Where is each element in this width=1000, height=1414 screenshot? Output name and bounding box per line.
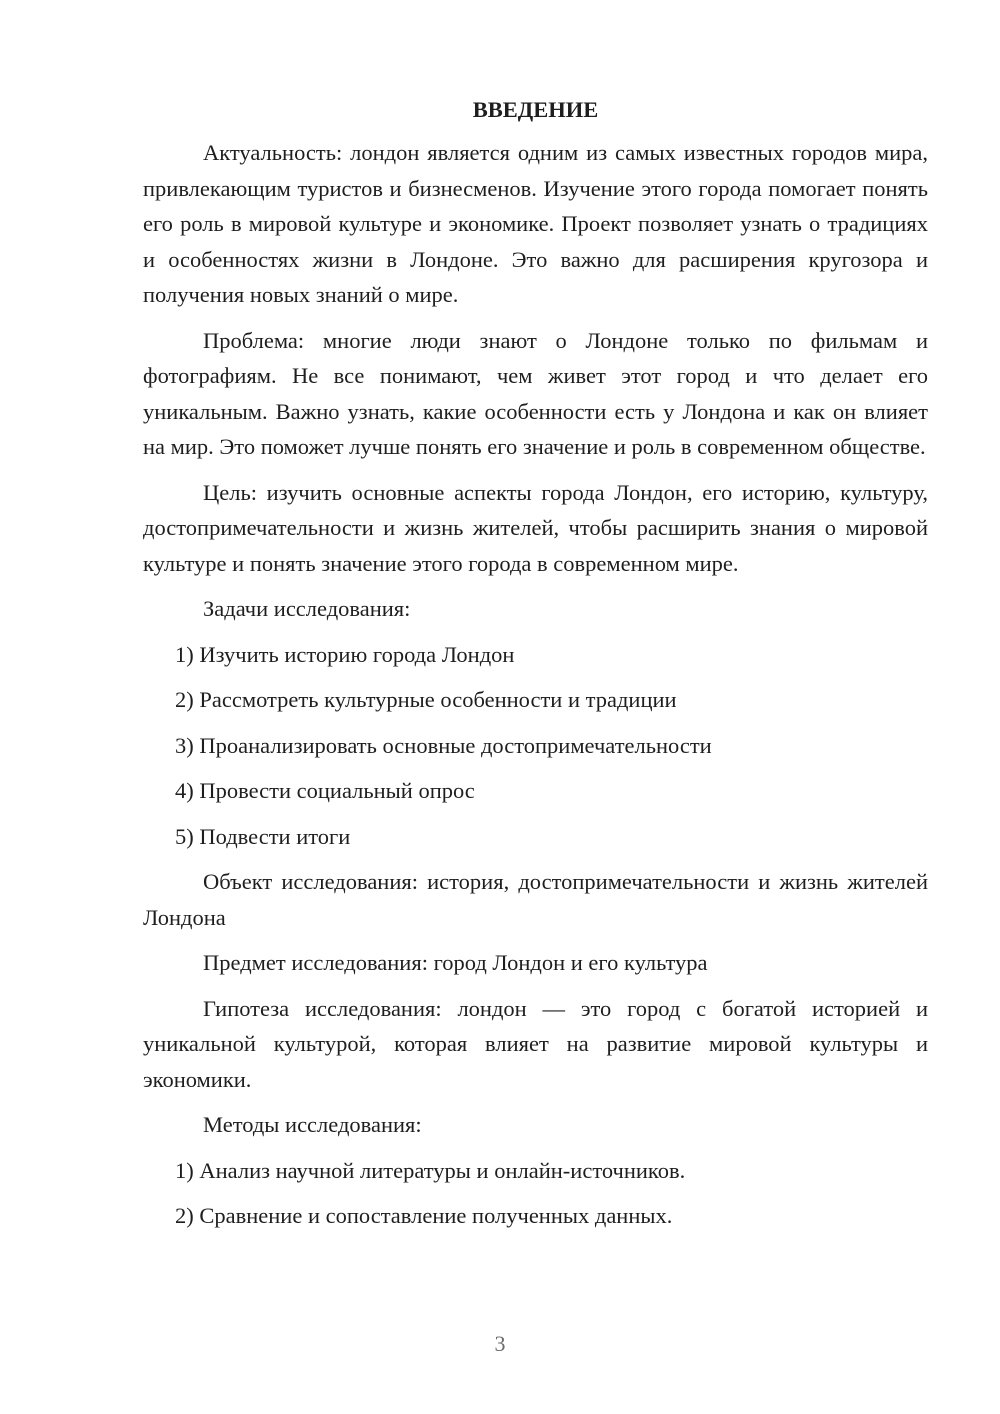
subject-paragraph: Предмет исследования: город Лондон и его культура <box>203 950 708 975</box>
object-paragraph: Объект исследования: история, достопримечательности и жизнь жителей Лондона <box>143 869 928 930</box>
tasks-title: Задачи исследования: <box>203 596 411 621</box>
list-item: 3) Проанализировать основные достопримечательности <box>175 732 712 758</box>
list-item: 1) Анализ научной литературы и онлайн-источников. <box>175 1157 686 1183</box>
list-item: 2) Сравнение и сопоставление полученных данных. <box>175 1203 673 1228</box>
list-item: 1) Изучить историю города Лондон <box>175 641 515 667</box>
problem-paragraph: Проблема: многие люди знают о Лондоне только по фильмам и фотографиям. Не все понимают, чем живет этот город и что делает его уникальным. Важно узнать, какие особенности есть у Лондона и как он влияет на мир. Это поможет лучше понять его значение и роль в современном обществе. <box>143 327 928 459</box>
hypothesis-paragraph: Гипотеза исследования: лондон — это город с богатой историей и уникальной культурой, которая влияет на развитие мировой культуры и экономики. <box>143 995 928 1092</box>
document-page <box>143 92 928 1244</box>
page-number: 3 <box>494 1331 506 1356</box>
page-title: ВВЕДЕНИЕ <box>472 97 599 122</box>
list-item: 5) Подвести итоги <box>175 823 351 849</box>
relevance-paragraph: Актуальность: лондон является одним из самых известных городов мира, привлекающим туристов и бизнесменов. Изучение этого города помогает понять его роль в мировой культуре и экономике. Проект позволяет узнать о традициях и особенностях жизни в Лондоне. Это важно для расширения кругозора и получения новых знаний о мире. <box>143 140 928 307</box>
tasks-list <box>143 637 928 855</box>
methods-title: Методы исследования: <box>203 1112 422 1137</box>
list-item: 4) Провести социальный опрос <box>175 778 475 803</box>
list-item: 2) Рассмотреть культурные особенности и традиции <box>175 687 677 712</box>
goal-paragraph: Цель: изучить основные аспекты города Лондон, его историю, культуру, достопримечательности и жизнь жителей, чтобы расширить знания о мировой культуре и понять значение этого города в современном мире. <box>143 479 928 576</box>
methods-list <box>143 1153 928 1234</box>
